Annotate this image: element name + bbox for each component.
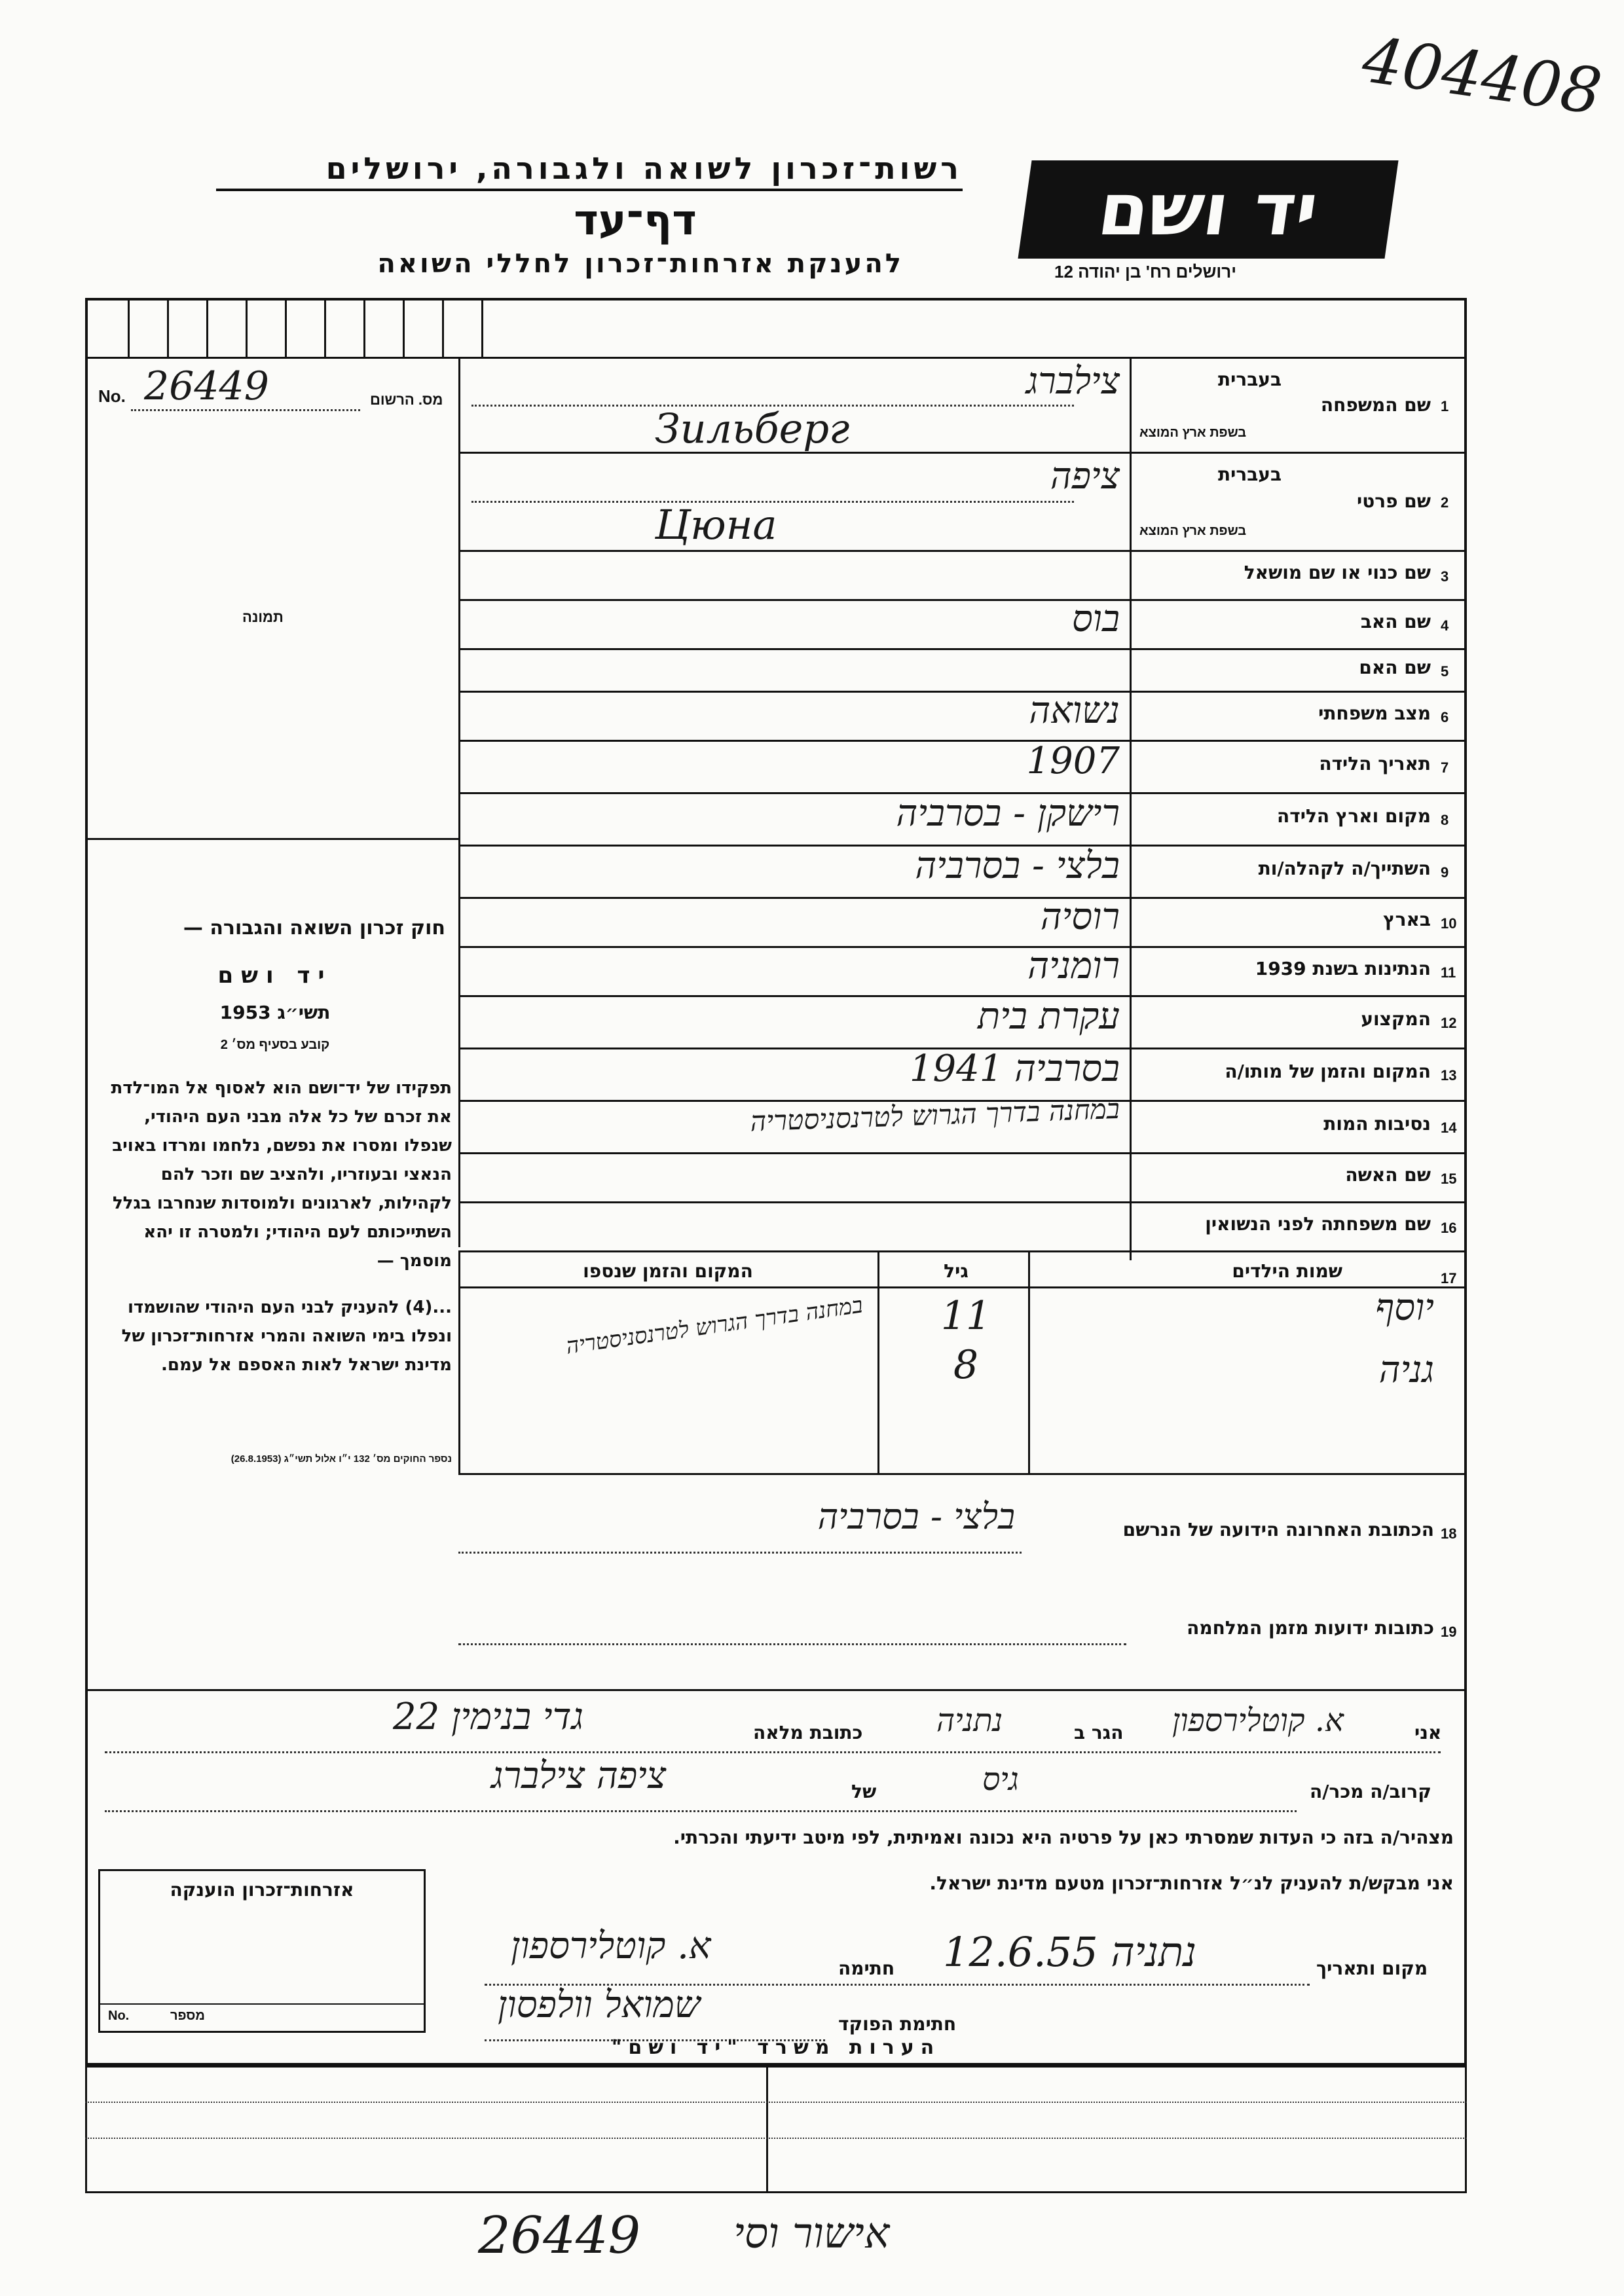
field-4-number: 4 <box>1441 617 1449 634</box>
field-2-sub-origin: בשפת ארץ המוצא <box>1139 524 1247 538</box>
declarant-city: נתניה <box>936 1702 1003 1739</box>
field-9-label: השתייך/ה לקהלה/ות <box>1258 858 1431 879</box>
law-year: תשי״ג 1953 <box>219 1002 331 1023</box>
registration-number: 26449 <box>144 363 269 409</box>
field-14-number: 14 <box>1441 1120 1457 1136</box>
child-age-2: 8 <box>953 1342 979 1388</box>
field-16-label: שם משפחתה לפני הנשואין <box>1205 1212 1431 1235</box>
field-10-value: רוסיה <box>1040 895 1120 938</box>
law-yadvashem: יד ושם <box>217 962 333 989</box>
bottom-note: אישור וסי <box>733 2210 890 2258</box>
field-7-number: 7 <box>1441 759 1449 776</box>
office-notes-frame <box>85 2066 1467 2193</box>
field-18-value: בלצי - בסרביה <box>817 1496 1015 1537</box>
field-11-number: 11 <box>1441 964 1456 981</box>
registration-prefix: No. <box>98 386 126 406</box>
child-name-1: יוסף <box>1375 1286 1434 1329</box>
yad-vashem-logo <box>1018 160 1398 259</box>
field-row-divider <box>458 648 1467 650</box>
field-11-label: הנתינות בשנת 1939 <box>1255 957 1431 979</box>
official-signature: שמואל וולפסון <box>498 1984 701 2026</box>
field-1-label: שם המשפחה <box>1320 393 1431 416</box>
citizenship-title: אזרחות־זכרון הוענקה <box>170 1879 354 1901</box>
field-9-number: 9 <box>1441 864 1449 881</box>
declarant-signature: א. קוטלירספון <box>511 1925 711 1967</box>
form-title: דף־עד <box>574 196 697 245</box>
left-column-divider <box>458 357 460 1247</box>
child-name-2: גניה <box>1378 1349 1434 1391</box>
field-7-label: תאריך הלידה <box>1319 753 1431 774</box>
field-8-value: רישקן - בסרביה <box>896 792 1120 835</box>
field-5-label: שם האם <box>1359 656 1431 678</box>
field-12-number: 12 <box>1441 1015 1457 1031</box>
field-12-label: המקצוע <box>1361 1008 1431 1030</box>
field-2-label: שם פרטי <box>1356 490 1431 512</box>
field-row-divider <box>458 452 1467 454</box>
field-16-number: 16 <box>1441 1219 1457 1236</box>
law-title: חוק זכרון השואה והגבורה — <box>183 917 445 939</box>
declarant-name: א. קוטלירספון <box>1172 1702 1344 1739</box>
field-12-value: עקרת בית <box>978 995 1120 1038</box>
declarant-label-of: של <box>851 1781 877 1802</box>
declarant-of-name: ציפה צילברג <box>491 1755 667 1797</box>
field-3-number: 3 <box>1441 568 1449 585</box>
children-header-names: שמות הילדים <box>1232 1260 1342 1282</box>
field-6-value: נשואה <box>1029 689 1120 732</box>
office-notes-title: הערות משרד "יד ושם" <box>611 2036 941 2059</box>
declarant-label-relative: קרוב/ה מכר/ה <box>1310 1781 1431 1802</box>
field-15-number: 15 <box>1441 1170 1457 1187</box>
field-row-divider <box>458 1201 1467 1203</box>
children-header-place: המקום והזמן שנספו <box>583 1260 753 1282</box>
field-1-number: 1 <box>1441 397 1449 414</box>
field-4-value: בוס <box>1071 597 1120 640</box>
field-5-number: 5 <box>1441 663 1449 680</box>
field-13-label: המקום והזמן של מותו/ה <box>1225 1061 1431 1082</box>
field-8-label: מקום וארץ הלידה <box>1277 805 1431 827</box>
bottom-number: 26449 <box>478 2206 641 2265</box>
field-9-value: בלצי - בסרביה <box>915 845 1120 887</box>
field-2-value: ציפה <box>1050 455 1120 498</box>
authority-name: רשות־זכרון לשואה ולגבורה, ירושלים <box>216 151 963 191</box>
law-text: תפקידו של יד־ושם הוא לאסוף אל המו־לדת את זכרם של כל אלה מבני העם היהודי, שנפלו ומסרו את נפשם, נלחמו ומרדו באויב הנאצי ובעוזריו, ולהציב שם וזכר להם לקהילות, לארגונים ולמוסדות שנחרבו בגלל השתייכותם לעם היהודי; ולמטרה זו יהא מוסמך — <box>111 1078 452 1271</box>
field-19-label: כתובות ידועות מזמן המלחמה <box>1187 1617 1434 1639</box>
child-place-1: במחנה בדרך הגרוש לטרנסניסטריה <box>564 1292 864 1360</box>
field-13-number: 13 <box>1441 1067 1457 1084</box>
declarant-label-resides: הגר ב <box>1074 1722 1124 1743</box>
label-official-signature: חתימת הפוקד <box>838 2013 957 2035</box>
place-date-value: נתניה 12.6.55 <box>943 1928 1197 1976</box>
label-signature: חתימה <box>838 1958 895 1979</box>
declarant-relation: גיס <box>982 1761 1019 1798</box>
field-8-number: 8 <box>1441 812 1449 828</box>
field-row-divider <box>458 1152 1467 1154</box>
field-2-value-origin: Цюна <box>655 501 777 549</box>
field-1-value-origin: Зильберг <box>655 404 850 452</box>
field-6-label: מצב משפחתי <box>1318 702 1431 724</box>
field-14-label: נסיבות המות <box>1323 1113 1431 1135</box>
declarant-statement: מצהיר/ה בזה כי העדות שמסרתי כאן על פרטיה היא נכונה ואמיתית, לפי מיטב ידיעתי והכרתי. <box>673 1827 1454 1848</box>
archive-number: 404408 <box>1357 23 1606 129</box>
declarant-label-address: כתובת מלאה <box>753 1722 863 1743</box>
declarant-label-ani: אני <box>1414 1722 1442 1743</box>
field-17-number: 17 <box>1441 1270 1457 1286</box>
law-clause: ...(4) להעניק לבני העם היהודי שהושמדו ונפלו בימי השואה והמרי אזרחות־זכרון של מדינת ישראל לאות האספם אל עמם. <box>121 1298 452 1375</box>
field-14-value: במחנה בדרך הגרוש לטרנסניסטריה <box>749 1092 1120 1138</box>
declarant-address: גדי בנימין 22 <box>393 1696 583 1738</box>
field-4-label: שם האב <box>1360 610 1431 632</box>
logo-address: ירושלים רח' בן יהודה 12 <box>1054 262 1237 282</box>
field-19-number: 19 <box>1441 1624 1457 1640</box>
field-1-value: צילברג <box>1025 360 1120 403</box>
field-1-sub-origin: בשפת ארץ המוצא <box>1139 426 1247 440</box>
law-footer: נספר החוקים מס׳ 132 י״ו אלול תשי״ג (26.8.1953) <box>231 1453 452 1465</box>
citizenship-number-label: מספר <box>170 2009 205 2023</box>
logo-text: יד ושם <box>1093 168 1323 251</box>
citizenship-no: No. <box>108 2009 130 2023</box>
field-10-number: 10 <box>1441 915 1457 932</box>
declarant-request: אני מבקש/ת להעניק לנ״ל אזרחות־זכרון מטעם מדינת ישראל. <box>929 1872 1454 1894</box>
registration-label: מס. הרשום <box>370 392 443 408</box>
field-13-value: בסרביה 1941 <box>909 1048 1120 1090</box>
field-18-number: 18 <box>1441 1525 1457 1542</box>
child-age-1: 11 <box>940 1293 991 1339</box>
field-7-value: 1907 <box>1026 740 1120 782</box>
field-6-number: 6 <box>1441 708 1449 725</box>
top-strip-line <box>85 357 1467 359</box>
law-section: קובע בסעיף מס׳ 2 <box>220 1038 330 1052</box>
field-1-sub-hebrew: בעברית <box>1218 369 1282 390</box>
form-subtitle: להענקת אזרחות־זכרון לחללי השואה <box>377 249 904 279</box>
photo-placeholder-label: תמונה <box>242 609 284 625</box>
field-2-number: 2 <box>1441 494 1449 511</box>
field-10-label: בארץ <box>1383 908 1431 930</box>
label-place-date: מקום ותאריך <box>1316 1958 1428 1979</box>
field-3-label: שם כנוי או שם מושאל <box>1244 561 1431 583</box>
children-header-age: גיל <box>944 1260 969 1282</box>
field-row-divider <box>458 550 1467 552</box>
field-18-label: הכתובת האחרונה הידועה של הנרשם <box>1122 1519 1434 1540</box>
field-15-label: שם האשה <box>1345 1163 1431 1186</box>
field-11-value: רומניה <box>1027 944 1120 987</box>
field-2-sub-hebrew: בעברית <box>1218 464 1282 485</box>
